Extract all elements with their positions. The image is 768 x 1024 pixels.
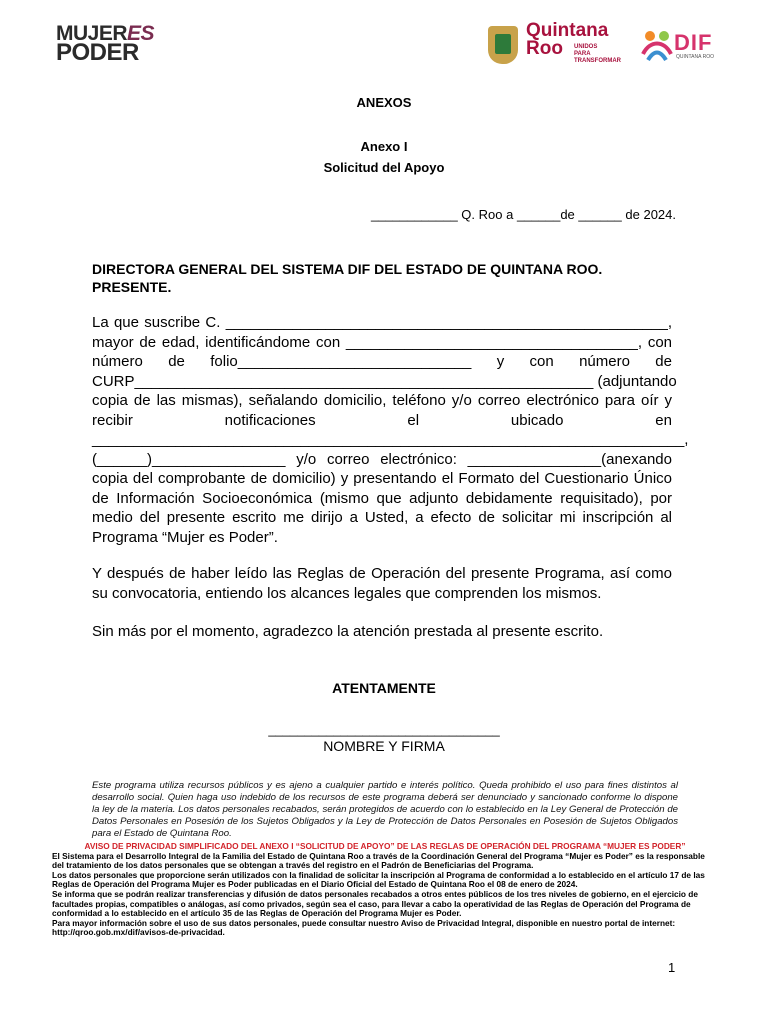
body-paragraph [92, 313, 689, 547]
logo-word-poder: PODER [56, 39, 139, 66]
body-line: número de folio____________________________ y con número de [92, 353, 672, 370]
annex-title: Anexo I [360, 139, 408, 154]
paragraph-reglas [92, 564, 672, 603]
state-seal-icon [488, 26, 518, 64]
annex-subtitle: Solicitud del Apoyo [323, 160, 445, 175]
closing-atentamente: ATENTAMENTE [332, 680, 436, 696]
anexos-heading: ANEXOS [356, 95, 412, 110]
logo-quintana-text: Quintana [526, 20, 609, 41]
body-line: recibir notificaciones el ubicado en [92, 411, 672, 429]
logo-dif-subtext: QUINTANA ROO [676, 54, 714, 60]
body-line: medio del presente escrito me dirijo a Usted, a efecto de solicitar mi inscripción al [92, 509, 672, 526]
body-line-last: Programa “Mujer es Poder”. [92, 528, 278, 546]
program-disclaimer: Este programa utiliza recursos públicos y es ajeno a cualquier partido e interés político. Queda prohibido el uso para fines distintos al desarrollo social. Quien haga uso indebido de los recursos de este programa deberá ser denunciado y sancionado conforme lo dispone la ley de la materia. Los datos personales recabados, serán protegidos de acuerdo con lo establecido en la Ley General de Protección de Datos Personales en Posesión de los Sujetos Obligados y la Ley de Protección de Datos Personales en Posesión de Sujetos Obligados para el Estado de Quintana Roo. [92, 780, 678, 839]
privacy-title: AVISO DE PRIVACIDAD SIMPLIFICADO DEL ANEXO I “SOLICITUD DE APOYO” DE LAS REGLAS DE OPERACIÓN DEL PROGRAMA “MUJER ES PODER” [84, 841, 686, 851]
body-line: de Información Socioeconómica (mismo que adjunto debidamente requisitado), por [92, 489, 672, 507]
body-line: _______________________________________________________________________, [92, 431, 689, 448]
privacy-paragraph: El Sistema para el Desarrollo Integral de la Familia del Estado de Quintana Roo a través de la Coordinación General del Programa “Mujer es Poder” es la responsable del tratamiento de los datos personales que se obtengan a través del registro en el Padrón de Beneficiarias del Programa. [52, 850, 705, 871]
logo-word-mujer: MUJER [56, 22, 128, 45]
paragraph-reglas-line1: Y después de haber leído las Reglas de Operación del presente Programa, así como [92, 565, 672, 582]
mujer-es-poder-logo [56, 22, 186, 66]
body-line: (______)________________ y/o correo electrónico: ________________(anexando [92, 450, 672, 468]
privacy-paragraph: Los datos personales que proporcione serán utilizados con la finalidad de solicitar la inscripción al Programa de conformidad a lo establecido en el artículo 17 de las Reglas de Operación del Programa Mujer es Poder publicadas en el Diario Oficial del Estado de Quintana Roo el 08 de enero de 2024. [52, 869, 705, 890]
logo-dif-text: DIF [674, 30, 713, 55]
addressee-line1: DIRECTORA GENERAL DEL SISTEMA DIF DEL ESTADO DE QUINTANA ROO. [92, 261, 603, 277]
body-line: La que suscribe C. _____________________________________________________, [92, 314, 672, 331]
signature-line: ________________________________ [268, 722, 500, 737]
quintana-roo-logo [526, 20, 621, 64]
addressee-line2: PRESENTE. [92, 279, 172, 295]
government-logos [488, 22, 732, 72]
paragraph-reglas-line2: su convocatoria, entiendo los alcances legales que comprenden los mismos. [92, 584, 602, 602]
body-line: CURP_______________________________________________________ (adjuntando [92, 372, 677, 390]
privacy-paragraph: Para mayor información sobre el uso de sus datos personales, puede consultar nuestro Aviso de Privacidad Integral, disponible en nuestro portal de internet: http://qroo.gob.mx/dif/avisos-de-privacidad. [52, 917, 676, 938]
date-line: ____________ Q. Roo a ______de ______ de 2024. [370, 207, 676, 222]
logo-word-es: ES [127, 22, 155, 45]
signature-label: NOMBRE Y FIRMA [323, 738, 445, 754]
page-number: 1 [668, 960, 676, 975]
logo-roo-text: Roo [526, 38, 563, 59]
addressee [92, 260, 602, 296]
dif-family-icon [638, 26, 676, 64]
logo-tagline: UNIDOS PARA TRANSFORMAR [574, 44, 621, 64]
paragraph-closing: Sin más por el momento, agradezco la atención prestada al presente escrito. [92, 623, 604, 640]
privacy-notice [52, 842, 718, 938]
privacy-paragraph: Se informa que se podrán realizar transferencias y difusión de datos personales recabados a otros entes públicos de los tres niveles de gobierno, en el ejercicio de facultades propias, compatibles o análogas, así como privados, según sea el caso, para llevar a cabo la operatividad de las Reglas de Operación del Programa de conformidad a lo establecido en el artículo 35 de las Reglas de Operación del Programa Mujer es Poder. [52, 888, 698, 919]
body-line: copia de las mismas), señalando domicilio, teléfono y/o correo electrónico para oír y [92, 392, 672, 409]
body-line: copia del comprobante de domicilio) y presentando el Formato del Cuestionario Único [92, 470, 672, 487]
body-line: mayor de edad, identificándome con ___________________________________, con [92, 333, 672, 351]
